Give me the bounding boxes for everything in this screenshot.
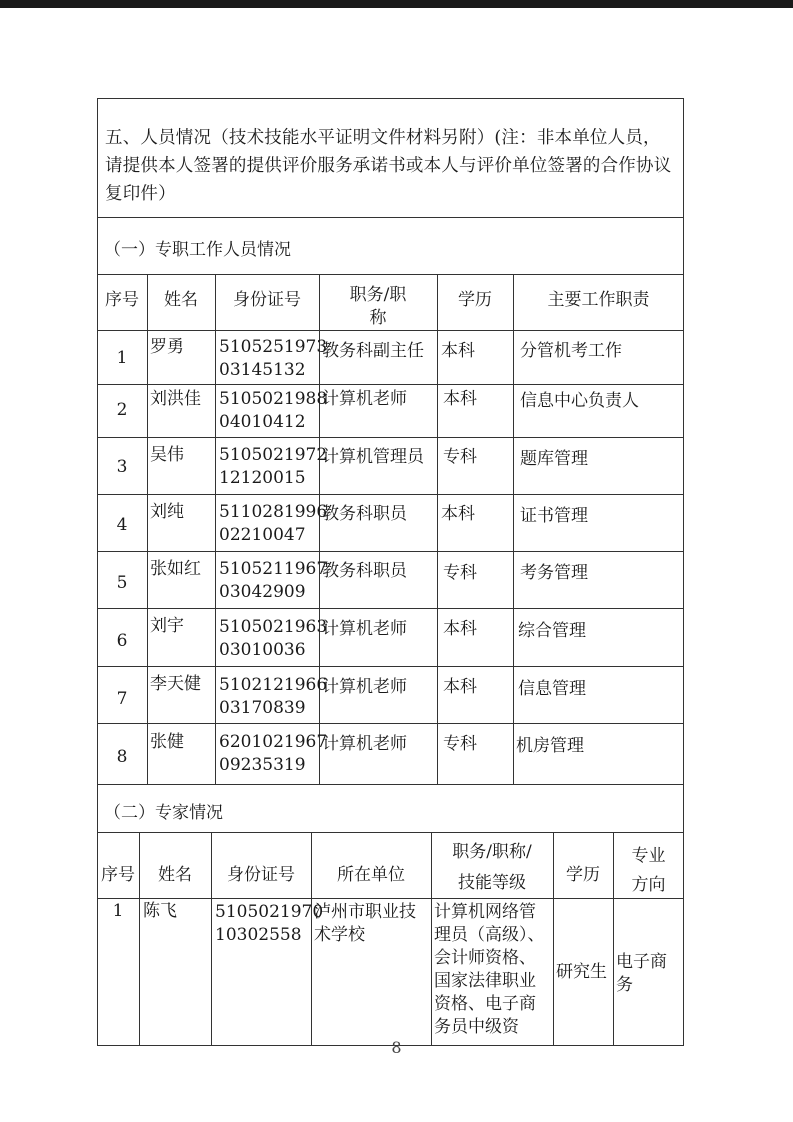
divider xyxy=(97,784,684,785)
header-major-line1: 专业 xyxy=(631,846,666,866)
row-no: 3 xyxy=(116,457,128,477)
section-five-text: 五、人员情况（技术技能水平证明文件材料另附）(注：非本单位人员，请提供本人签署的提供评价服务承诺书或本人与评价单位签署的合作协议复印件） xyxy=(105,128,672,204)
column-rule xyxy=(513,274,514,784)
expert-row-unit-line2: 术学校 xyxy=(314,925,365,945)
row-duty: 题库管理 xyxy=(520,449,588,469)
row-no: 2 xyxy=(116,400,128,420)
header-no: 序号 xyxy=(105,290,139,310)
row-title: 计算机老师 xyxy=(322,389,407,409)
header-id: 身份证号 xyxy=(233,290,301,310)
row-duty: 考务管理 xyxy=(520,563,588,583)
expert-row-name: 陈飞 xyxy=(143,901,177,921)
divider xyxy=(97,217,684,218)
row-duty: 分管机考工作 xyxy=(520,341,622,361)
row-name: 刘宇 xyxy=(150,616,184,636)
row-no: 5 xyxy=(116,573,128,593)
row-id-part1: 5105211967 xyxy=(219,559,328,579)
row-id-part1: 5105251973 xyxy=(219,337,328,357)
expert-row-title-line: 会计师资格、 xyxy=(434,948,536,968)
expert-row-no: 1 xyxy=(112,901,124,921)
row-name: 刘纯 xyxy=(150,502,184,522)
expert-row-major-line1: 电子商 xyxy=(616,952,667,972)
section-one-title: （一）专职工作人员情况 xyxy=(104,240,291,260)
row-duty: 综合管理 xyxy=(518,621,586,641)
row-id-part1: 5102121966 xyxy=(219,675,328,695)
row-id-part2: 02210047 xyxy=(219,525,306,545)
section-two-title: （二）专家情况 xyxy=(104,803,223,823)
row-name: 张如红 xyxy=(150,559,201,579)
row-duty: 信息中心负责人 xyxy=(520,391,639,411)
divider xyxy=(97,384,684,385)
header-education: 学历 xyxy=(566,865,600,885)
row-id-part1: 5105021972 xyxy=(219,445,328,465)
row-title: 教务科职员 xyxy=(322,504,407,524)
expert-row-unit-line1: 泸州市职业技 xyxy=(314,902,416,922)
header-title-line1: 职务/职称/ xyxy=(452,842,532,862)
row-no: 6 xyxy=(116,631,128,651)
divider xyxy=(97,330,684,331)
row-education: 专科 xyxy=(443,447,477,467)
scan-top-edge xyxy=(0,0,793,8)
expert-row-id-part1: 5105021970 xyxy=(215,902,324,922)
row-title: 计算机老师 xyxy=(322,619,407,639)
header-title-line2: 称 xyxy=(369,308,387,328)
expert-row-id-part2: 10302558 xyxy=(215,925,302,945)
divider xyxy=(97,494,684,495)
expert-row-education: 研究生 xyxy=(556,962,607,982)
divider xyxy=(97,551,684,552)
row-id-part2: 12120015 xyxy=(219,468,306,488)
row-title: 计算机老师 xyxy=(322,734,407,754)
row-name: 张健 xyxy=(150,732,184,752)
row-id-part2: 03010036 xyxy=(219,640,306,660)
row-id-part2: 09235319 xyxy=(219,755,306,775)
expert-row-major-line2: 务 xyxy=(616,975,633,995)
row-id-part1: 5105021988 xyxy=(219,389,328,409)
row-id-part2: 03170839 xyxy=(219,698,306,718)
expert-row-title-line: 务员中级资 xyxy=(434,1017,519,1037)
row-id-part1: 5110281996 xyxy=(219,502,328,522)
header-no: 序号 xyxy=(101,865,135,885)
header-education: 学历 xyxy=(458,290,492,310)
row-education: 本科 xyxy=(443,389,477,409)
header-major-line2: 方向 xyxy=(631,875,666,895)
header-title-line1: 职务/职 xyxy=(349,285,407,305)
header-name: 姓名 xyxy=(164,290,198,310)
column-rule xyxy=(431,832,432,1046)
row-title: 计算机老师 xyxy=(322,677,407,697)
row-name: 刘洪佳 xyxy=(150,389,201,409)
header-title-line2: 技能等级 xyxy=(458,873,526,893)
row-name: 李天健 xyxy=(150,674,201,694)
row-title: 计算机管理员 xyxy=(322,447,424,467)
header-duty: 主要工作职责 xyxy=(547,290,650,310)
divider xyxy=(97,832,684,833)
row-name: 吴伟 xyxy=(150,445,184,465)
row-no: 8 xyxy=(116,747,128,767)
divider xyxy=(97,723,684,724)
row-education: 本科 xyxy=(441,341,475,361)
row-title: 教务科职员 xyxy=(322,561,407,581)
divider xyxy=(97,437,684,438)
divider xyxy=(97,898,684,899)
row-duty: 信息管理 xyxy=(518,679,586,699)
row-duty: 证书管理 xyxy=(520,506,588,526)
expert-row-title-line: 资格、电子商 xyxy=(434,994,536,1014)
column-rule xyxy=(437,274,438,784)
divider xyxy=(97,274,684,275)
expert-row-title-line: 计算机网络管 xyxy=(434,902,536,922)
expert-row-title-line: 国家法律职业 xyxy=(434,971,536,991)
column-rule xyxy=(215,274,216,784)
expert-row-title-line: 理员（高级）、 xyxy=(434,925,545,945)
header-unit: 所在单位 xyxy=(337,865,405,885)
row-education: 本科 xyxy=(441,504,475,524)
row-duty: 机房管理 xyxy=(516,736,584,756)
row-id-part2: 03145132 xyxy=(219,360,306,380)
divider xyxy=(97,666,684,667)
section-five-heading xyxy=(97,124,684,208)
column-rule xyxy=(147,274,148,784)
row-no: 1 xyxy=(116,348,128,368)
row-name: 罗勇 xyxy=(150,337,184,357)
page-number: 8 xyxy=(391,1038,402,1057)
header-name: 姓名 xyxy=(158,865,192,885)
row-id-part2: 04010412 xyxy=(219,412,306,432)
row-id-part1: 5105021963 xyxy=(219,617,328,637)
row-id-part2: 03042909 xyxy=(219,582,306,602)
header-id: 身份证号 xyxy=(227,865,295,885)
row-no: 7 xyxy=(116,689,128,709)
row-education: 本科 xyxy=(443,619,477,639)
divider xyxy=(97,608,684,609)
row-education: 本科 xyxy=(443,677,477,697)
row-id-part1: 6201021967 xyxy=(219,732,328,752)
row-education: 专科 xyxy=(443,734,477,754)
row-education: 专科 xyxy=(443,563,477,583)
row-title: 教务科副主任 xyxy=(322,341,424,361)
row-no: 4 xyxy=(116,515,128,535)
